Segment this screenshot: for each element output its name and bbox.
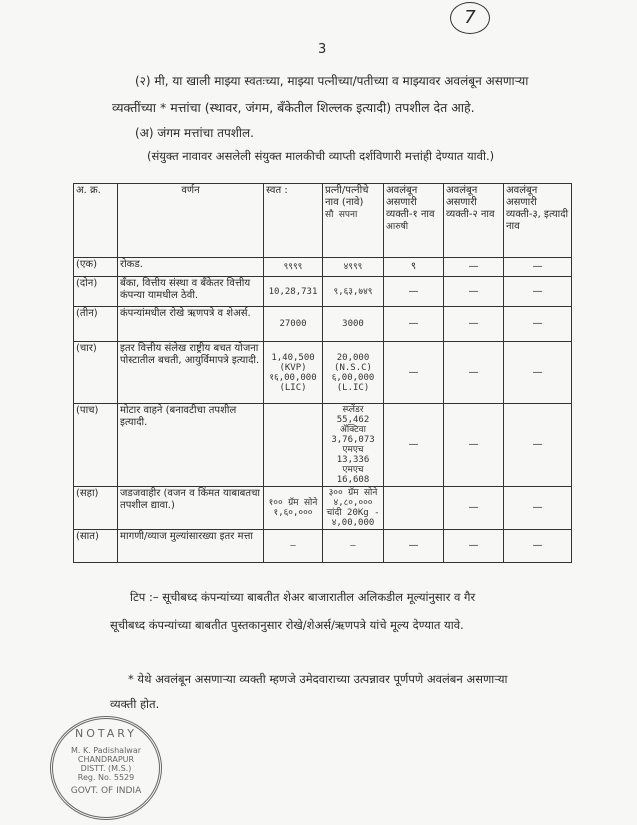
row-serial: (सहा) xyxy=(74,487,118,530)
row-dependent-3: — xyxy=(504,258,572,277)
row-self: 27000 xyxy=(264,307,323,342)
seal-bottom: GOVT. OF INDIA xyxy=(70,786,142,796)
row-description: कंपन्यांमधील रोखे ऋणपत्रे व शेअर्स. xyxy=(118,307,264,342)
row-dependent-2: — xyxy=(444,487,504,530)
table-header-row xyxy=(74,184,572,258)
row-dependent-1: — xyxy=(384,307,444,342)
row-spouse: 20,000 (N.S.C) ६,00,000 (L.IC) xyxy=(323,342,384,404)
row-dependent-2: — xyxy=(444,404,504,487)
row-description: मोटार वाहने (बनावटीचा तपशील इत्यादी. xyxy=(118,404,264,487)
intro-line-4: (संयुक्त नावावर असलेली संयुक्त मालकीची व्याप्ती दर्शविणारी मत्तांही देण्यात यावी.) xyxy=(147,149,495,163)
seal-reg: Reg. No. 5529 xyxy=(77,773,135,782)
footnote-line-1: * येथे अवलंबून असणाऱ्या व्यक्ती म्हणजे उमेदवाराच्या उत्पन्नावर पूर्णपणे अवलंबन असणाऱ्या xyxy=(128,672,508,686)
seal-name: M. K. Padishalwar xyxy=(70,746,142,755)
seal-district: DISTT. (M.S.) xyxy=(80,764,132,773)
table-and-notes xyxy=(0,183,637,712)
intro-line-1: (२) मी, या खाली माझ्या स्वतःच्या, माझ्या पत्नीच्या/पतीच्या व माझ्यावर अवलंबून असणाऱ्या xyxy=(135,74,529,88)
row-dependent-2: — xyxy=(444,342,504,404)
row-spouse: ९,६३,७४९ xyxy=(323,277,384,307)
header-dependent-3: अवलंबून असणारी व्यक्ती-३, इत्यादी नाव xyxy=(504,184,572,258)
header-dependent-1-label: अवलंबून असणारी व्यक्ती-१ नाव xyxy=(386,185,435,220)
row-self: 10,28,731 xyxy=(264,277,323,307)
tip-line-1: टिप :– सूचीबध्द कंपन्यांच्या बाबतीत शेअर बाजारातील अलिकडील मूल्यांनुसार व गैर xyxy=(130,590,476,604)
seal-place: CHANDRAPUR xyxy=(77,755,135,764)
page-number: 3 xyxy=(318,42,327,57)
table-row xyxy=(74,258,572,277)
header-self: स्वत : xyxy=(264,184,323,258)
header-description: वर्णन xyxy=(118,184,264,258)
row-spouse: 3000 xyxy=(323,307,384,342)
row-description: मागणी/व्याज मुल्यांसारख्या इतर मत्ता xyxy=(118,530,264,563)
movable-assets-table xyxy=(73,183,572,563)
row-dependent-3: — xyxy=(504,487,572,530)
row-dependent-1: ९ xyxy=(384,258,444,277)
page-stamp-number: 7 xyxy=(450,2,490,34)
row-self: 1,40,500 (KVP) १६,00,000 (LIC) xyxy=(264,342,323,404)
row-dependent-2: — xyxy=(444,307,504,342)
row-serial: (चार) xyxy=(74,342,118,404)
row-dependent-2: — xyxy=(444,277,504,307)
row-serial: (सात) xyxy=(74,530,118,563)
row-serial: (पाच) xyxy=(74,404,118,487)
row-description: जडजवाहीर (वजन व किंमत याबाबतचा तपशील द्यावा.) xyxy=(118,487,264,530)
table-row xyxy=(74,342,572,404)
row-dependent-1: — xyxy=(384,277,444,307)
row-dependent-3: — xyxy=(504,277,572,307)
table-row xyxy=(74,404,572,487)
table-row xyxy=(74,277,572,307)
row-self: ९९९९ xyxy=(264,258,323,277)
row-self xyxy=(264,404,323,487)
seal-top: NOTARY xyxy=(75,727,137,740)
intro-line-2: व्यक्तींच्या * मत्तांचा (स्थावर, जंगम, बँकेतील शिल्लक इत्यादी) तपशील देत आहे. xyxy=(112,100,475,115)
row-dependent-1 xyxy=(384,487,444,530)
header-serial: अ. क्र. xyxy=(74,184,118,258)
row-dependent-3: — xyxy=(504,307,572,342)
row-spouse: — xyxy=(323,530,384,563)
row-spouse: ३०० ग्रॅम सोने ४,८०,००० चांदी 20Kg - ४,00,000 xyxy=(323,487,384,530)
row-description: बँका, वित्तीय संस्था व बँकेतर वित्तीय कंपन्या यामधील ठेवी. xyxy=(118,277,264,307)
row-dependent-2: — xyxy=(444,258,504,277)
spouse-name: सौ सपना xyxy=(325,210,358,220)
table-row xyxy=(74,307,572,342)
tip-line-2: सूचीबध्द कंपन्यांच्या बाबतीत पुस्तकानुसार रोखे/शेअर्स/ऋणपत्रे यांचे मूल्य देण्यात यावे. xyxy=(110,618,464,632)
row-serial: (दोन) xyxy=(74,277,118,307)
header-spouse xyxy=(323,184,384,258)
footnote-line-2: व्यक्ती होत. xyxy=(110,697,160,711)
header-dependent-1 xyxy=(384,184,444,258)
row-dependent-3: — xyxy=(504,530,572,563)
row-description: रोकड. xyxy=(118,258,264,277)
row-self: — xyxy=(264,530,323,563)
table-row xyxy=(74,530,572,563)
intro-line-3: (अ) जंगम मत्तांचा तपशील. xyxy=(135,126,254,140)
header-dependent-2: अवलंबून असणारी व्यक्ती-२ नाव xyxy=(444,184,504,258)
row-spouse: स्प्लेंडर 55,462 ॲक्टिवा 3,76,073 एमएच 13,336 एमएच 16,608 xyxy=(323,404,384,487)
row-dependent-2: — xyxy=(444,530,504,563)
row-dependent-1: — xyxy=(384,342,444,404)
row-serial: (एक) xyxy=(74,258,118,277)
row-description: इतर वित्तीय संलेख राष्ट्रीय बचत योजना पोस्टातील बचती, आयुर्विमापत्रे इत्यादी. xyxy=(118,342,264,404)
notary-seal xyxy=(50,716,162,820)
row-self: १०० ग्रॅम सोने १,६०,००० xyxy=(264,487,323,530)
row-spouse: ४९९९ xyxy=(323,258,384,277)
row-dependent-1: — xyxy=(384,530,444,563)
header-spouse-label: प्रत्नी/पत्नीचे नाव (नावे) xyxy=(325,185,369,208)
row-dependent-3: — xyxy=(504,404,572,487)
row-dependent-1: — xyxy=(384,404,444,487)
row-dependent-3: — xyxy=(504,342,572,404)
table-row xyxy=(74,487,572,530)
dependent-1-name: आरुषी xyxy=(386,222,409,232)
row-serial: (तीन) xyxy=(74,307,118,342)
